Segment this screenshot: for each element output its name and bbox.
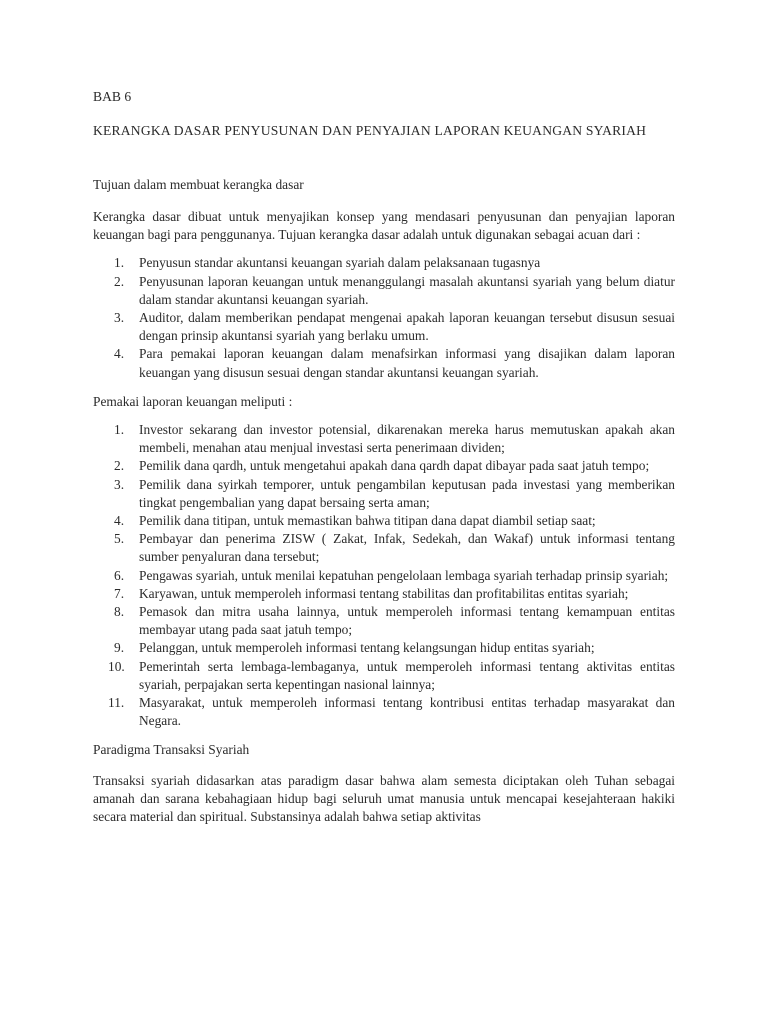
section-paragraph-paradigma: Transaksi syariah didasarkan atas paradigm dasar bahwa alam semesta diciptakan oleh Tuhan sebagai amanah dan sarana kebahagiaan hidup bagi seluruh umat manusia untuk mencapai kesejahteraan hakiki secara material dan spiritual. Substansinya adalah bahwa setiap aktivitas bbox=[93, 772, 675, 824]
list-number: 1. bbox=[114, 255, 125, 271]
list-text: Masyarakat, untuk memperoleh informasi tentang kontribusi entitas terhadap masyarakat dan Negara. bbox=[139, 694, 675, 729]
list-text: Pemilik dana titipan, untuk memastikan bahwa titipan dana dapat diambil setiap saat; bbox=[139, 512, 596, 528]
list-number: 6. bbox=[114, 567, 125, 583]
list-item bbox=[93, 345, 675, 381]
list-number: 2. bbox=[114, 458, 125, 474]
list-text: Para pemakai laporan keuangan dalam menafsirkan informasi yang disajikan dalam laporan keuangan yang disusun sesuai dengan standar akuntansi keuangan syariah. bbox=[139, 346, 675, 380]
list-text: Pemilik dana qardh, untuk mengetahui apakah dana qardh dapat dibayar pada saat jatuh tempo; bbox=[139, 458, 650, 474]
list-text: Pengawas syariah, untuk menilai kepatuhan pengelolaan lembaga syariah terhadap prinsip syariah; bbox=[139, 567, 669, 583]
list-item bbox=[93, 476, 675, 512]
list-item bbox=[93, 694, 675, 730]
list-text: Investor sekarang dan investor potensial, dikarenakan mereka harus memutuskan apakah akan membeli, menahan atau menjual investasi serta penerimaan dividen; bbox=[139, 421, 675, 456]
list-text: Penyusun standar akuntansi keuangan syariah dalam pelaksanaan tugasnya bbox=[139, 255, 541, 271]
list-number: 10. bbox=[108, 658, 125, 674]
list-item bbox=[93, 639, 675, 657]
list-number: 4. bbox=[114, 346, 125, 362]
chapter-title: KERANGKA DASAR PENYUSUNAN DAN PENYAJIAN LAPORAN KEUANGAN SYARIAH bbox=[93, 123, 647, 139]
list-item bbox=[93, 658, 675, 694]
list-number: 3. bbox=[114, 476, 125, 492]
list-text: Pelanggan, untuk memperoleh informasi tentang kelangsungan hidup entitas syariah; bbox=[139, 640, 595, 656]
list-item bbox=[93, 512, 675, 530]
list-number: 1. bbox=[114, 421, 125, 437]
list-text: Pemasok dan mitra usaha lainnya, untuk memperoleh informasi tentang kemampuan entitas membayar utang pada saat jatuh tempo; bbox=[139, 603, 675, 638]
list-number: 11. bbox=[108, 694, 125, 710]
list-number: 9. bbox=[114, 640, 125, 656]
list-pemakai bbox=[93, 421, 675, 730]
section-heading-paradigma: Paradigma Transaksi Syariah bbox=[93, 742, 250, 758]
list-item bbox=[93, 273, 675, 309]
list-text: Penyusunan laporan keuangan untuk menanggulangi masalah akuntansi syariah yang belum diatur dalam standar akuntansi keuangan syariah. bbox=[139, 273, 675, 307]
section-heading-pemakai: Pemakai laporan keuangan meliputi : bbox=[93, 393, 293, 409]
section-paragraph-tujuan: Kerangka dasar dibuat untuk menyajikan konsep yang mendasari penyusunan dan penyajian laporan keuangan bagi para penggunanya. Tujuan kerangka dasar adalah untuk digunakan sebagai acuan dari : bbox=[93, 208, 675, 243]
list-text: Karyawan, untuk memperoleh informasi tentang stabilitas dan profitabilitas entitas syariah; bbox=[139, 585, 629, 601]
list-tujuan bbox=[93, 254, 675, 381]
list-text: Pemilik dana syirkah temporer, untuk pengambilan keputusan pada investasi yang memberikan tingkat pengembalian yang dapat bersaing serta aman; bbox=[139, 476, 675, 510]
list-number: 8. bbox=[114, 603, 125, 619]
list-item bbox=[93, 254, 675, 272]
list-item bbox=[93, 585, 675, 603]
list-item bbox=[93, 457, 675, 475]
list-number: 5. bbox=[114, 531, 125, 547]
list-item bbox=[93, 603, 675, 639]
list-item bbox=[93, 309, 675, 345]
section-heading-tujuan: Tujuan dalam membuat kerangka dasar bbox=[93, 176, 304, 192]
list-text: Auditor, dalam memberikan pendapat mengenai apakah laporan keuangan tersebut disusun sesuai dengan prinsip akuntansi syariah yang berlaku umum. bbox=[139, 309, 675, 344]
list-number: 7. bbox=[114, 585, 125, 601]
list-number: 4. bbox=[114, 512, 125, 528]
list-number: 2. bbox=[114, 273, 125, 289]
list-number: 3. bbox=[114, 309, 125, 325]
chapter-label: BAB 6 bbox=[93, 89, 132, 104]
list-text: Pemerintah serta lembaga-lembaganya, untuk memperoleh informasi tentang aktivitas entitas syariah, perpajakan serta kepentingan nasional lainnya; bbox=[139, 658, 675, 692]
list-item bbox=[93, 567, 675, 585]
list-item bbox=[93, 421, 675, 457]
list-text: Pembayar dan penerima ZISW ( Zakat, Infak, Sedekah, dan Wakaf) untuk informasi tentang sumber penyaluran dana tersebut; bbox=[139, 531, 675, 565]
document-page bbox=[93, 80, 675, 826]
list-item bbox=[93, 530, 675, 566]
